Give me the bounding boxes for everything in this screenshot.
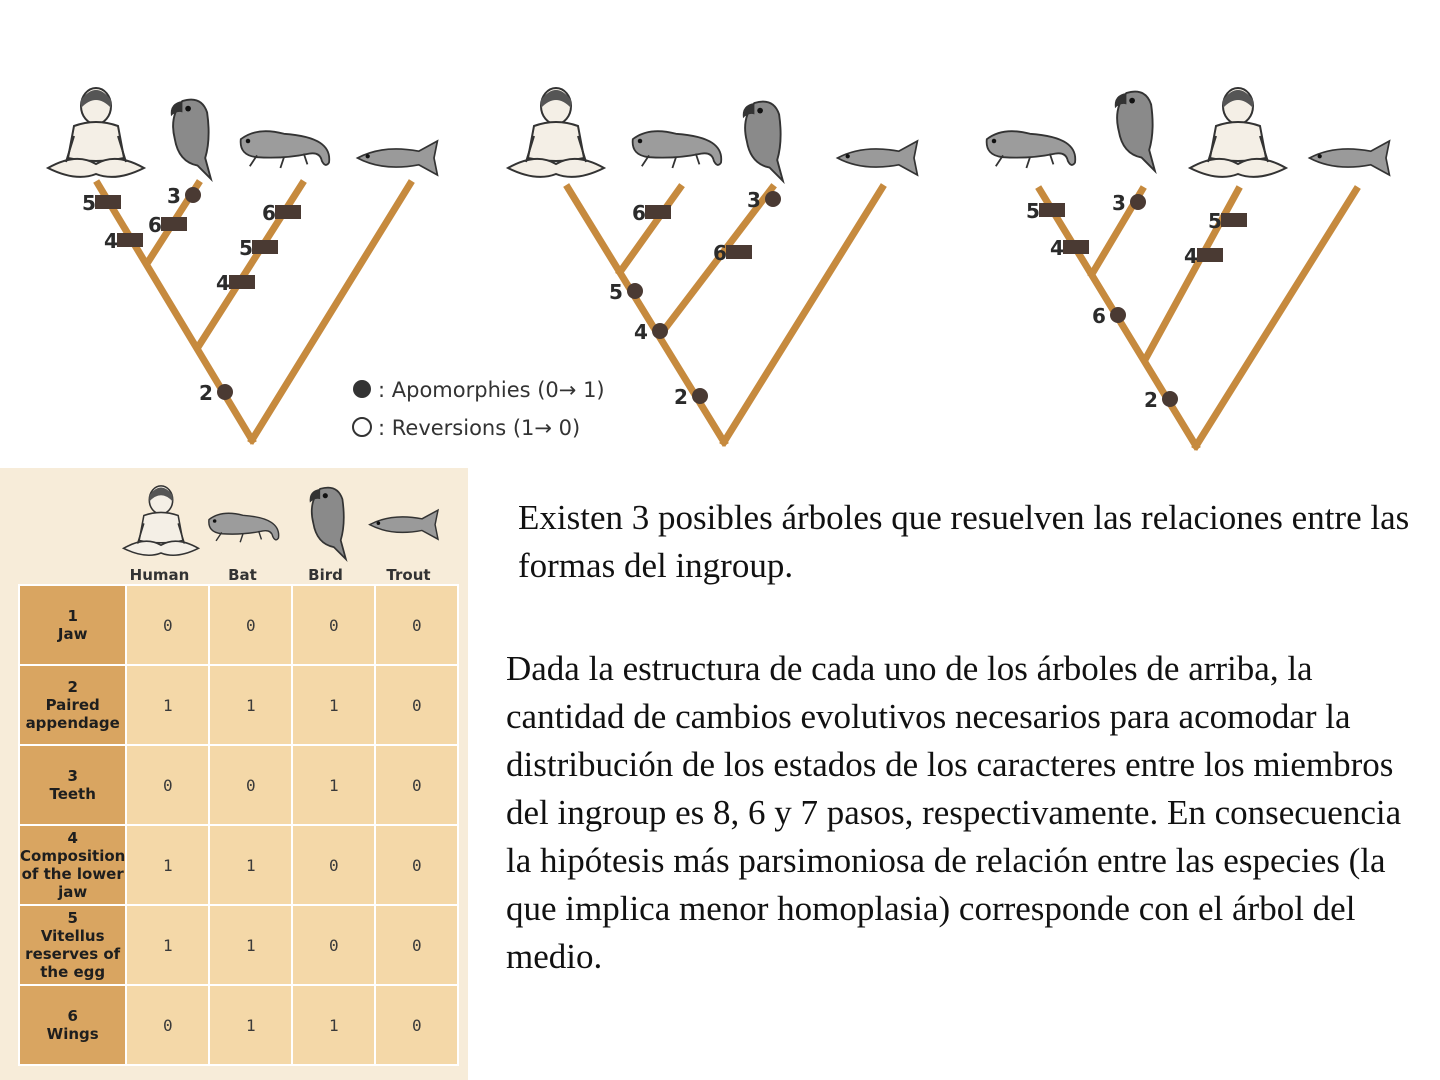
marker-label: 4	[216, 271, 230, 295]
matrix-cell: 1	[292, 745, 375, 825]
matrix-cell: 0	[375, 825, 458, 905]
matrix-cell: 0	[375, 905, 458, 985]
tree-branch	[724, 188, 882, 442]
character-number: 5	[67, 909, 78, 927]
col-head-bat: Bat	[228, 566, 257, 584]
matrix-cell: 0	[375, 745, 458, 825]
marker-label: 6	[632, 201, 646, 225]
matrix-row	[19, 665, 458, 745]
cladogram-panel	[0, 0, 1440, 468]
marker-label: 6	[713, 241, 727, 265]
character-change-bar	[645, 205, 671, 219]
marker-label: 6	[1092, 304, 1106, 328]
matrix-cell: 0	[126, 585, 209, 665]
marker-label: 5	[82, 191, 96, 215]
apomorphy-dot	[627, 283, 643, 299]
apomorphy-legend-icon	[353, 380, 371, 398]
apomorphy-dot	[1110, 307, 1126, 323]
matrix-row	[19, 745, 458, 825]
character-label	[19, 585, 126, 665]
matrix-cell: 0	[292, 825, 375, 905]
character-change-bar	[161, 217, 187, 231]
matrix-row	[19, 585, 458, 665]
matrix-cell: 1	[126, 825, 209, 905]
lizard-figure-icon	[987, 131, 1076, 168]
fish-figure-icon	[1310, 141, 1390, 175]
marker-label: 5	[609, 280, 623, 304]
character-label	[19, 665, 126, 745]
trout-figure-icon	[366, 476, 446, 566]
matrix-cell: 0	[375, 665, 458, 745]
marker-label: 2	[199, 381, 213, 405]
character-change-bar	[95, 195, 121, 209]
matrix-cell: 1	[292, 665, 375, 745]
character-name: Composition of the lower jaw	[20, 847, 126, 901]
human-figure-icon	[1190, 88, 1286, 177]
intro-paragraph: Existen 3 posibles árboles que resuelven las relaciones entre las formas del ingroup.	[518, 498, 1410, 585]
matrix-cell: 0	[292, 585, 375, 665]
character-change-bar	[1039, 203, 1065, 217]
character-change-bar	[1221, 213, 1247, 227]
character-matrix	[0, 468, 468, 1080]
marker-label: 5	[1208, 209, 1222, 233]
matrix-cell: 1	[292, 985, 375, 1065]
apomorphy-dot	[1130, 194, 1146, 210]
character-name: Paired appendage	[25, 696, 120, 732]
fish-figure-icon	[838, 141, 918, 175]
matrix-cell: 1	[126, 665, 209, 745]
matrix-row	[19, 985, 458, 1065]
col-head-human: Human	[129, 566, 190, 584]
legend-reversions: : Reversions (1→ 0)	[378, 416, 581, 440]
matrix-row	[19, 825, 458, 905]
marker-label: 4	[1184, 244, 1198, 268]
apomorphy-dot	[692, 388, 708, 404]
marker-label: 4	[634, 320, 648, 344]
character-change-bar	[275, 205, 301, 219]
character-label	[19, 985, 126, 1065]
marker-label: 5	[239, 236, 253, 260]
fish-figure-icon	[358, 141, 438, 175]
character-number: 1	[67, 607, 78, 625]
marker-label: 3	[747, 188, 761, 212]
matrix-cell: 1	[209, 665, 292, 745]
human-figure-icon	[48, 88, 144, 177]
matrix-cell: 0	[375, 585, 458, 665]
marker-label: 2	[1144, 388, 1158, 412]
character-change-bar	[252, 240, 278, 254]
character-name: Wings	[46, 1025, 99, 1043]
matrix-cell: 0	[126, 745, 209, 825]
apomorphy-dot	[185, 187, 201, 203]
character-label	[19, 825, 126, 905]
human-figure-icon	[508, 88, 604, 177]
apomorphy-dot	[765, 191, 781, 207]
marker-label: 4	[104, 229, 118, 253]
character-number: 2	[67, 678, 78, 696]
apomorphy-dot	[652, 323, 668, 339]
character-number: 6	[67, 1007, 78, 1025]
reversion-legend-icon	[353, 418, 371, 436]
marker-label: 5	[1026, 199, 1040, 223]
explanation-paragraph: Dada la estructura de cada uno de los árboles de arriba, la cantidad de cambios evolutivos necesarios para acomodar la distribución de los estados de los caracteres entre los miembros del ingroup es 8, 6 y 7 pasos, respectivamente. En consecuencia la hipótesis más parsimoniosa de relación entre las especies (la que implica menor homoplasia) corresponde con el árbol del medio.	[506, 649, 1402, 976]
marker-label: 6	[262, 201, 276, 225]
character-name: Vitellus reserves of the egg	[25, 927, 121, 981]
character-number: 3	[67, 767, 78, 785]
matrix-cell: 0	[209, 745, 292, 825]
character-label	[19, 745, 126, 825]
character-label	[19, 905, 126, 985]
legend	[353, 378, 605, 440]
character-number: 4	[67, 829, 78, 847]
cladogram-tree-3	[987, 88, 1390, 446]
marker-label: 3	[1112, 191, 1126, 215]
character-change-bar	[1063, 240, 1089, 254]
character-name: Jaw	[57, 625, 88, 643]
matrix-row	[19, 905, 458, 985]
character-change-bar	[1197, 248, 1223, 262]
lizard-figure-icon	[633, 131, 722, 168]
matrix-cell: 1	[126, 905, 209, 985]
matrix-cell: 1	[209, 825, 292, 905]
character-name: Teeth	[49, 785, 96, 803]
matrix-cell: 1	[209, 985, 292, 1065]
apomorphy-dot	[1162, 391, 1178, 407]
matrix-cell: 0	[126, 985, 209, 1065]
col-head-bird: Bird	[308, 566, 343, 584]
parrot-figure-icon	[1115, 92, 1155, 171]
marker-label: 4	[1050, 236, 1064, 260]
parrot-figure-icon	[171, 100, 211, 179]
marker-label: 3	[167, 184, 181, 208]
character-change-bar	[726, 245, 752, 259]
tree-branch	[620, 188, 680, 272]
bat-figure-icon	[204, 476, 282, 566]
character-change-bar	[229, 275, 255, 289]
col-head-trout: Trout	[386, 566, 431, 584]
matrix-table	[18, 584, 459, 1066]
lizard-figure-icon	[241, 131, 330, 168]
parrot-figure-icon	[743, 102, 783, 181]
bird-figure-icon	[292, 476, 362, 566]
human-figure-icon	[122, 476, 200, 566]
matrix-cell: 0	[292, 905, 375, 985]
matrix-cell: 0	[209, 585, 292, 665]
character-change-bar	[117, 233, 143, 247]
matrix-cell: 1	[209, 905, 292, 985]
matrix-cell: 0	[375, 985, 458, 1065]
marker-label: 6	[148, 213, 162, 237]
marker-label: 2	[674, 385, 688, 409]
apomorphy-dot	[217, 384, 233, 400]
legend-apomorphies: : Apomorphies (0→ 1)	[378, 378, 605, 402]
